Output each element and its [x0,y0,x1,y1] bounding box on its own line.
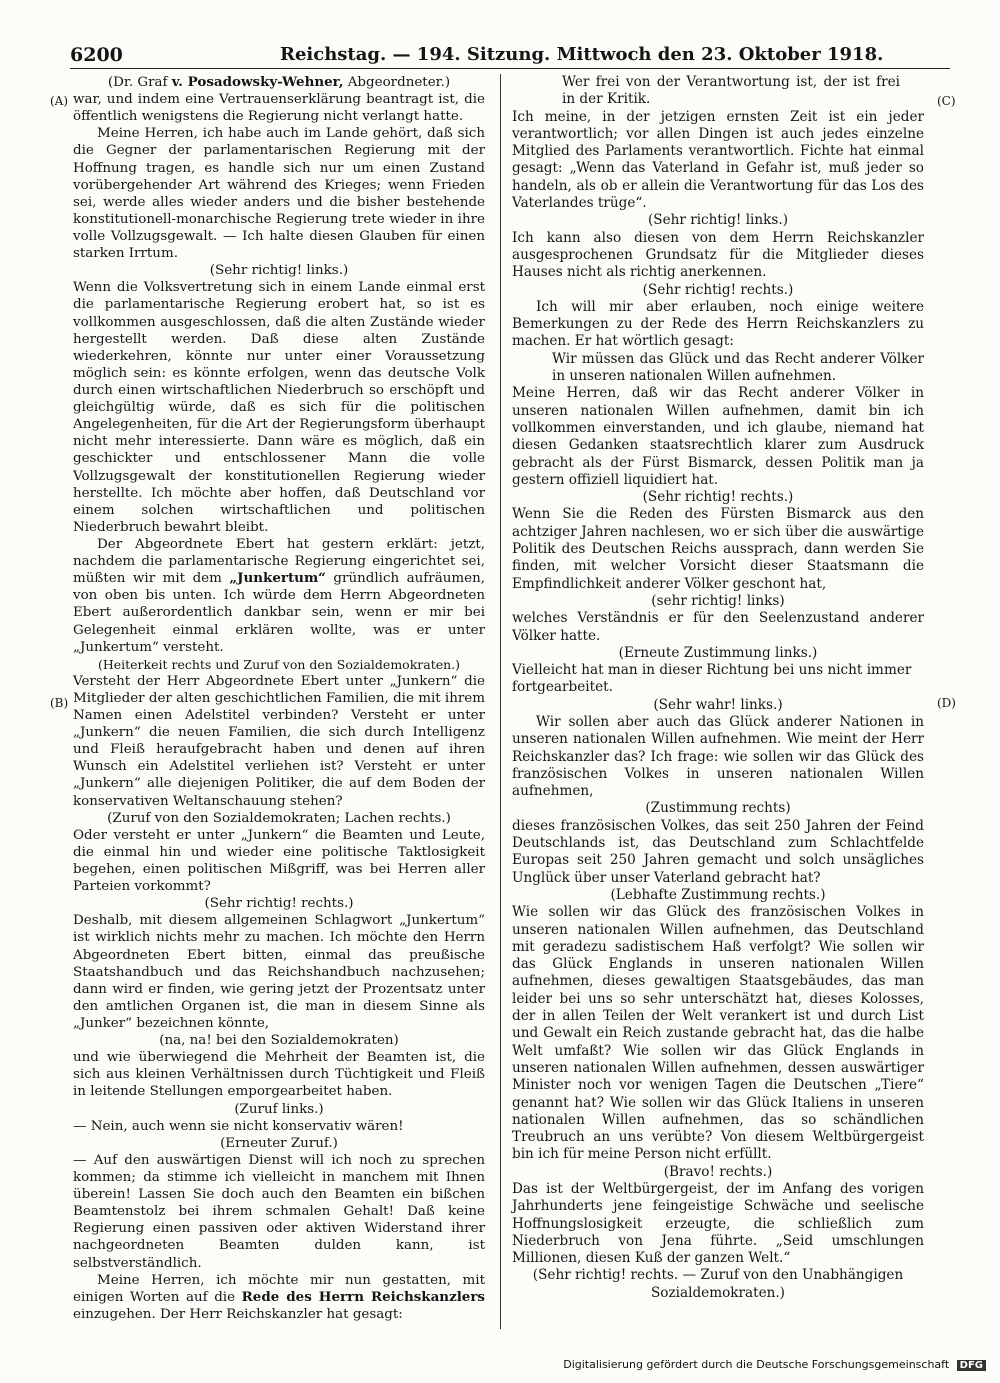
speaker-line: (Dr. Graf v. Posadowsky-Wehner, Abgeordneter.) [107,74,451,90]
interjection: (Zustimmung rechts) [645,800,791,817]
credit-text: Digitalisierung gefördert durch die Deutsche Forschungsgemeinschaft [563,1358,950,1371]
paragraph: Vielleicht hat man in dieser Richtung bei uns nicht immer fortgearbeitet. [512,662,912,696]
margin-marker-a: (A) [50,94,69,108]
paragraph: Ich meine, in der jetzigen ernsten Zeit ist ein jeder verantwortlich; vor allen Dingen ist auch jedes einzelne Mitglied des Parlaments verantwortlich. Fichte hat einmal gesagt: „Wenn das Vaterland in Gefahr ist, muß jeder so handeln, als ob er allein die Verantwortung für das Los des Vaterlandes trüge“. [512,108,924,212]
left-column [73,74,485,1323]
paragraph: Meine Herren, ich möchte mir nun gestatten, mit einigen Worten auf die Rede des Herrn Reichskanzlers einzugehen. Der Herr Reichskanzler hat gesagt: [73,1272,486,1322]
paragraph: und wie überwiegend die Mehrheit der Beamten ist, die sich aus kleinen Verhältnissen durch Tüchtigkeit und Fleiß in leitende Stellungen emporgearbeitet haben. [73,1050,485,1100]
page-number: 6200 [70,44,123,66]
interjection: (Sehr richtig! rechts.) [642,281,794,298]
interjection: (Heiterkeit rechts und Zuruf von den Sozialdemokraten.) [97,656,461,672]
interjection: (Lebhafte Zustimmung rechts.) [610,886,826,903]
paragraph: Oder versteht er unter „Junkern“ die Beamten und Leute, die einmal hin und wieder eine politische Taktlosigkeit begehen, einen politischen Mißgriff, was bei Herren aller Parteien vorkommt? [73,827,485,895]
paragraph: Der Abgeordnete Ebert hat gestern erklärt: jetzt, nachdem die parlamentarische Regierung eingerichtet sei, müßten wir mit dem „Junkertum“ gründlich aufräumen, von oben bis unten. Ich würde dem Herrn Abgeordneten Ebert außerordentlich dankbar sein, wenn er mir bei Gelegenheit einmal erklären wollte, was er unter „Junkertum“ versteht. [73,536,485,655]
column-divider [500,74,501,1329]
interjection: (Zuruf von den Sozialdemokraten; Lachen rechts.) [107,810,451,826]
interjection: (sehr richtig! links) [651,592,785,609]
interjection: (na, na! bei den Sozialdemokraten) [159,1033,399,1049]
paragraph: Meine Herren, daß wir das Recht anderer Völker in unseren nationalen Willen aufnehmen, damit bin ich vollkommen einverstanden, und ich glaube, niemand hat diesen Gedanken staatsrechtlich klarer zum Ausdruck gebracht als der Fürst Bismarck, dessen Politik man ja gestern offiziell liquidiert hat. [512,385,924,488]
emphasis: Rede des Herrn Reichskanzlers [241,1288,486,1305]
emphasis: „Junkertum“ [229,570,326,587]
paragraph: Versteht der Herr Abgeordnete Ebert unter „Junkern“ die Mitglieder der alten geschichtlichen Familien, die mit ihrem Namen einen Adelstitel verbinden? Versteht er unter „Junkern“ die neuen Familien, die sich durch Intelligenz und Fleiß heraufgebracht haben und denen auf ihren Wunsch ein Adelstitel verliehen ist? Versteht er unter „Junkern“ alle diejenigen Politiker, die auf dem Boden der konservativen Weltanschauung stehen? [73,673,485,809]
paragraph: dieses französischen Volkes, das seit 250 Jahren der Feind Deutschlands ist, das Deutschland zum Schlachtfelde Europas seit 250 Jahren gemacht und solch unsägliches Unglück über unser Vaterland gebracht hat? [512,817,924,886]
margin-marker-b: (B) [50,696,69,710]
speaker-name: v. Posadowsky-Wehner, [171,74,344,90]
margin-marker-d: (D) [937,696,956,710]
paragraph: welches Verständnis er für den Seelenzustand anderer Völker hatte. [512,610,924,644]
interjection: (Erneute Zustimmung links.) [618,644,818,661]
paragraph: — Nein, auch wenn sie nicht konservativ wären! [73,1118,404,1134]
interjection: (Zuruf links.) [234,1101,324,1117]
margin-marker-c: (C) [937,94,956,108]
paragraph: Deshalb, mit diesem allgemeinen Schlagwort „Junkertum“ ist wirklich nichts mehr zu machen. Ich möchte den Herrn Abgeordneten Ebert bitten, einmal das preußische Staatshandbuch und das Reichshandbuch nachzusehen; dann wird er finden, wie gering jetzt der Prozentsatz unter den amtlichen Organen ist, die man in diesem Sinne als „Junker“ bezeichnen könnte, [73,913,485,1032]
running-title: Reichstag. — 194. Sitzung. Mittwoch den 23. Oktober 1918. [280,44,884,65]
interjection: (Sehr richtig! links.) [647,212,789,229]
header-rule [70,68,950,69]
interjection: (Erneuter Zuruf.) [220,1135,338,1151]
right-column [512,74,924,1302]
block-quote: Wer frei von der Verantwortung ist, der ist frei in der Kritik. [562,74,900,108]
page-header [70,44,950,70]
paragraph: Wie sollen wir das Glück des französischen Volkes in unseren nationalen Willen aufnehmen, das Deutschland mit geradezu sadistischem Haß verfolgt? Wie sollen wir das Glück Englands in unseren nationalen Willen aufnehmen, dieses gewaltigen Staatsgebäudes, das man leider bei uns so sehr unterschätzt hat, dieses Kolosses, der in allen Teilen der Welt verankert ist und durch List und Gewalt ein Reich zustande gebracht hat, das die halbe Welt umfaßt? Wie sollen wir das Glück Englands in unseren nationalen Willen aufnehmen, dessen auswärtiger Minister noch vor wenigen Tagen die Deutschen „Tiere“ genannt hat? Wie sollen wir das Glück Italiens in unseren nationalen Willen aufnehmen, das so schändlichen Treubruch an uns verübte? Von diesem Weltbürgergeist bin ich für meine Person nicht erfüllt. [512,904,924,1163]
interjection: (Sehr richtig! rechts. — Zuruf von den Unabhängigen Sozialdemokraten.) [532,1267,904,1301]
block-quote: Wir müssen das Glück und das Recht anderer Völker in unseren nationalen Willen aufnehmen. [552,350,924,385]
dfg-logo: DFG [957,1360,986,1371]
paragraph: — Auf den auswärtigen Dienst will ich noch zu sprechen kommen; da stimme ich vielleicht in manchem mit Ihnen überein! Lassen Sie doch auch den Beamten ein bißchen Beamtenstolz bei ihrem schmalen Gehalt! Daß keine Regierung einen passiven oder aktiven Widerstand ihrer nachgeordneten Beamten dulden kann, ist selbstverständlich. [73,1152,485,1271]
paragraph: Ich will mir aber erlauben, noch einige weitere Bemerkungen zu der Rede des Herrn Reichskanzlers zu machen. Er hat wörtlich gesagt: [512,298,924,350]
paragraph: Das ist der Weltbürgergeist, der im Anfang des vorigen Jahrhunderts jene feingeistige Schwäche und seelische Hoffnungslosigkeit erzeugte, die schließlich zum Niederbruch von Jena führte. „Seid umschlungen Millionen, diesen Kuß der ganzen Welt.“ [512,1181,924,1267]
interjection: (Sehr richtig! rechts.) [204,896,354,912]
interjection: (Sehr richtig! links.) [209,263,349,279]
paragraph: Ich kann also diesen von dem Herrn Reichskanzler ausgesprochenen Grundsatz für die Mitglieder dieses Hauses nicht als richtig anerkennen. [512,229,924,281]
interjection: (Sehr wahr! links.) [653,696,783,713]
interjection: (Bravo! rechts.) [663,1163,773,1180]
paragraph: war, und indem eine Vertrauenserklärung beantragt ist, die öffentlich wenigstens die Regierung nicht verlangt hatte. [73,92,485,125]
paragraph: Wenn die Volksvertretung sich in einem Lande einmal erst die parlamentarische Regierung erobert hat, so ist es vollkommen ausgeschlossen, daß die alten Zustände wieder hergestellt werden. Daß diese alten Zustände wiederkehren, könnte nur unter einer Voraussetzung möglich sein: es könnte erfolgen, wenn das deutsche Volk durch einen wirtschaftlichen Niederbruch so erschöpft und gleichgültig würde, daß es sich für die politischen Angelegenheiten, für die Art der Regierungsform überhaupt nicht mehr interessierte. Dann wäre es möglich, daß ein geschickter und entschlossener Mann die volle Vollzugsgewalt der konstitutionellen Regierung wieder herstellte. Ich möchte aber hoffen, daß Deutschland vor einem solchen wirtschaftlichen und politischen Niederbruch bewahrt bleibt. [73,280,485,535]
paragraph: Wir sollen aber auch das Glück anderer Nationen in unseren nationalen Willen aufnehmen. Wie meint der Herr Reichskanzler das? Ich frage: wie sollen wir das Glück des französischen Volkes in unseren nationalen Willen aufnehmen, [512,713,924,800]
digitization-credit [563,1358,986,1371]
paragraph: Wenn Sie die Reden des Fürsten Bismarck aus den achtziger Jahren nachlesen, wo er sich über die auswärtige Politik des Deutschen Reichs aussprach, dann werden Sie finden, mit welcher Vorsicht dieser Staatsmann die Empfindlichkeit anderer Völker geschont hat, [512,506,924,592]
interjection: (Sehr richtig! rechts.) [642,489,794,506]
paragraph: Meine Herren, ich habe auch im Lande gehört, daß sich die Gegner der parlamentarischen Regierung mit der Hoffnung tragen, es handle sich nur um einen Zustand vorübergehender Art während des Krieges; wenn Frieden sei, werde alles wieder anders und die bisher bestehende konstitutionell-monarchische Regierung trete wieder in ihre volle Vollzugsgewalt. — Ich halte diesen Glauben für einen starken Irrtum. [73,126,485,262]
